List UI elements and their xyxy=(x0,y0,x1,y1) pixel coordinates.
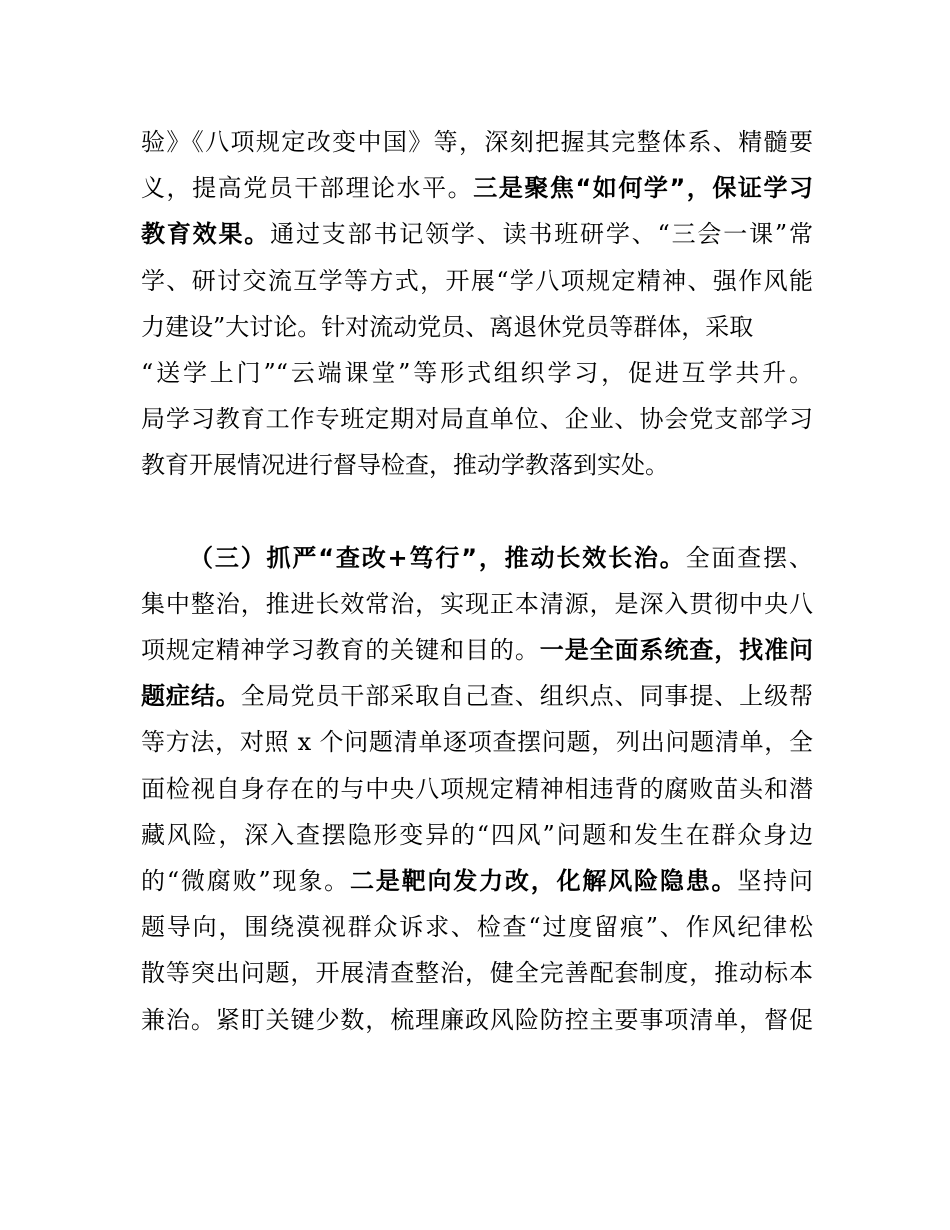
text-run: 兼治。紧盯关键少数，梳理廉政风险防控主要事项清单，督促 xyxy=(141,1005,813,1034)
text-run: 学、研讨交流互学等方式，开展“学八项规定精神、强作风能 xyxy=(141,266,813,295)
bold-heading-run: 一是全面系统查，找准问 xyxy=(539,636,813,665)
text-line xyxy=(141,627,813,673)
text-run: 面检视自身存在的与中央八项规定精神相违背的腐败苗头和潜 xyxy=(141,774,813,803)
text-run: 通过支部书记领学、读书班研学、“三会一课”常 xyxy=(270,220,813,249)
text-line xyxy=(141,858,813,904)
section-heading: （三）抓严“查改+笃行”，推动长效长治。 xyxy=(189,543,686,572)
text-run: 验》《八项规定改变中国》等，深刻把握其完整体系、精髓要 xyxy=(141,128,813,156)
bold-heading-run: 教育效果。 xyxy=(141,220,271,249)
text-line xyxy=(141,304,813,350)
paragraph-inspection-rectification xyxy=(141,535,813,1043)
text-run: 局学习教育工作专班定期对局直单位、企业、协会党支部学习 xyxy=(141,405,813,434)
text-run: 散等突出问题，开展清查整治，健全完善配套制度，推动标本 xyxy=(141,959,813,988)
text-run: 全面查摆、 xyxy=(685,543,813,572)
bold-heading-run: 三是聚焦“如何学”，保证学习 xyxy=(473,174,813,203)
paragraph-study-education xyxy=(141,119,813,489)
text-line xyxy=(141,211,813,257)
text-run: 题导向，围绕漠视群众诉求、检查“过度留痕”、作风纪律松 xyxy=(141,913,813,942)
text-line xyxy=(141,258,813,304)
text-line xyxy=(141,904,813,950)
text-run: 教育开展情况进行督导检查，推动学教落到实处。 xyxy=(141,451,669,480)
text-line xyxy=(141,581,813,627)
text-line xyxy=(141,535,813,581)
text-run: 力建设”大讨论。针对流动党员、离退休党员等群体，采取 xyxy=(141,312,754,341)
text-line xyxy=(141,673,813,719)
text-line xyxy=(141,119,813,165)
bold-heading-run: 题症结。 xyxy=(141,682,241,711)
text-run: 等方法，对照 x 个问题清单逐项查摆问题，列出问题清单，全 xyxy=(141,728,813,757)
text-run: 藏风险，深入查摆隐形变异的“四风”问题和发生在群众身边 xyxy=(141,820,813,849)
bold-heading-run: 二是靶向发力改，化解风险隐患。 xyxy=(349,867,738,895)
text-line xyxy=(141,442,813,488)
text-line xyxy=(141,766,813,812)
text-run: “送学上门”“云端课堂”等形式组织学习，促进互学共升。 xyxy=(141,358,813,387)
text-run: 项规定精神学习教育的关键和目的。 xyxy=(141,636,540,665)
paragraph-spacer xyxy=(141,489,813,535)
text-line xyxy=(141,812,813,858)
text-run: 全局党员干部采取自己查、组织点、同事提、上级帮 xyxy=(240,682,813,711)
text-run: 的“微腐败”现象。 xyxy=(141,867,350,895)
text-run: 坚持问 xyxy=(737,867,813,895)
text-line xyxy=(141,350,813,396)
text-line xyxy=(141,719,813,765)
text-run: 集中整治，推进长效常治，实现正本清源，是深入贯彻中央八 xyxy=(141,589,813,618)
text-run: 义，提高党员干部理论水平。 xyxy=(141,174,474,203)
text-line xyxy=(141,997,813,1043)
text-line xyxy=(141,396,813,442)
document-page xyxy=(141,119,813,1043)
text-line xyxy=(141,950,813,996)
text-line xyxy=(141,165,813,211)
